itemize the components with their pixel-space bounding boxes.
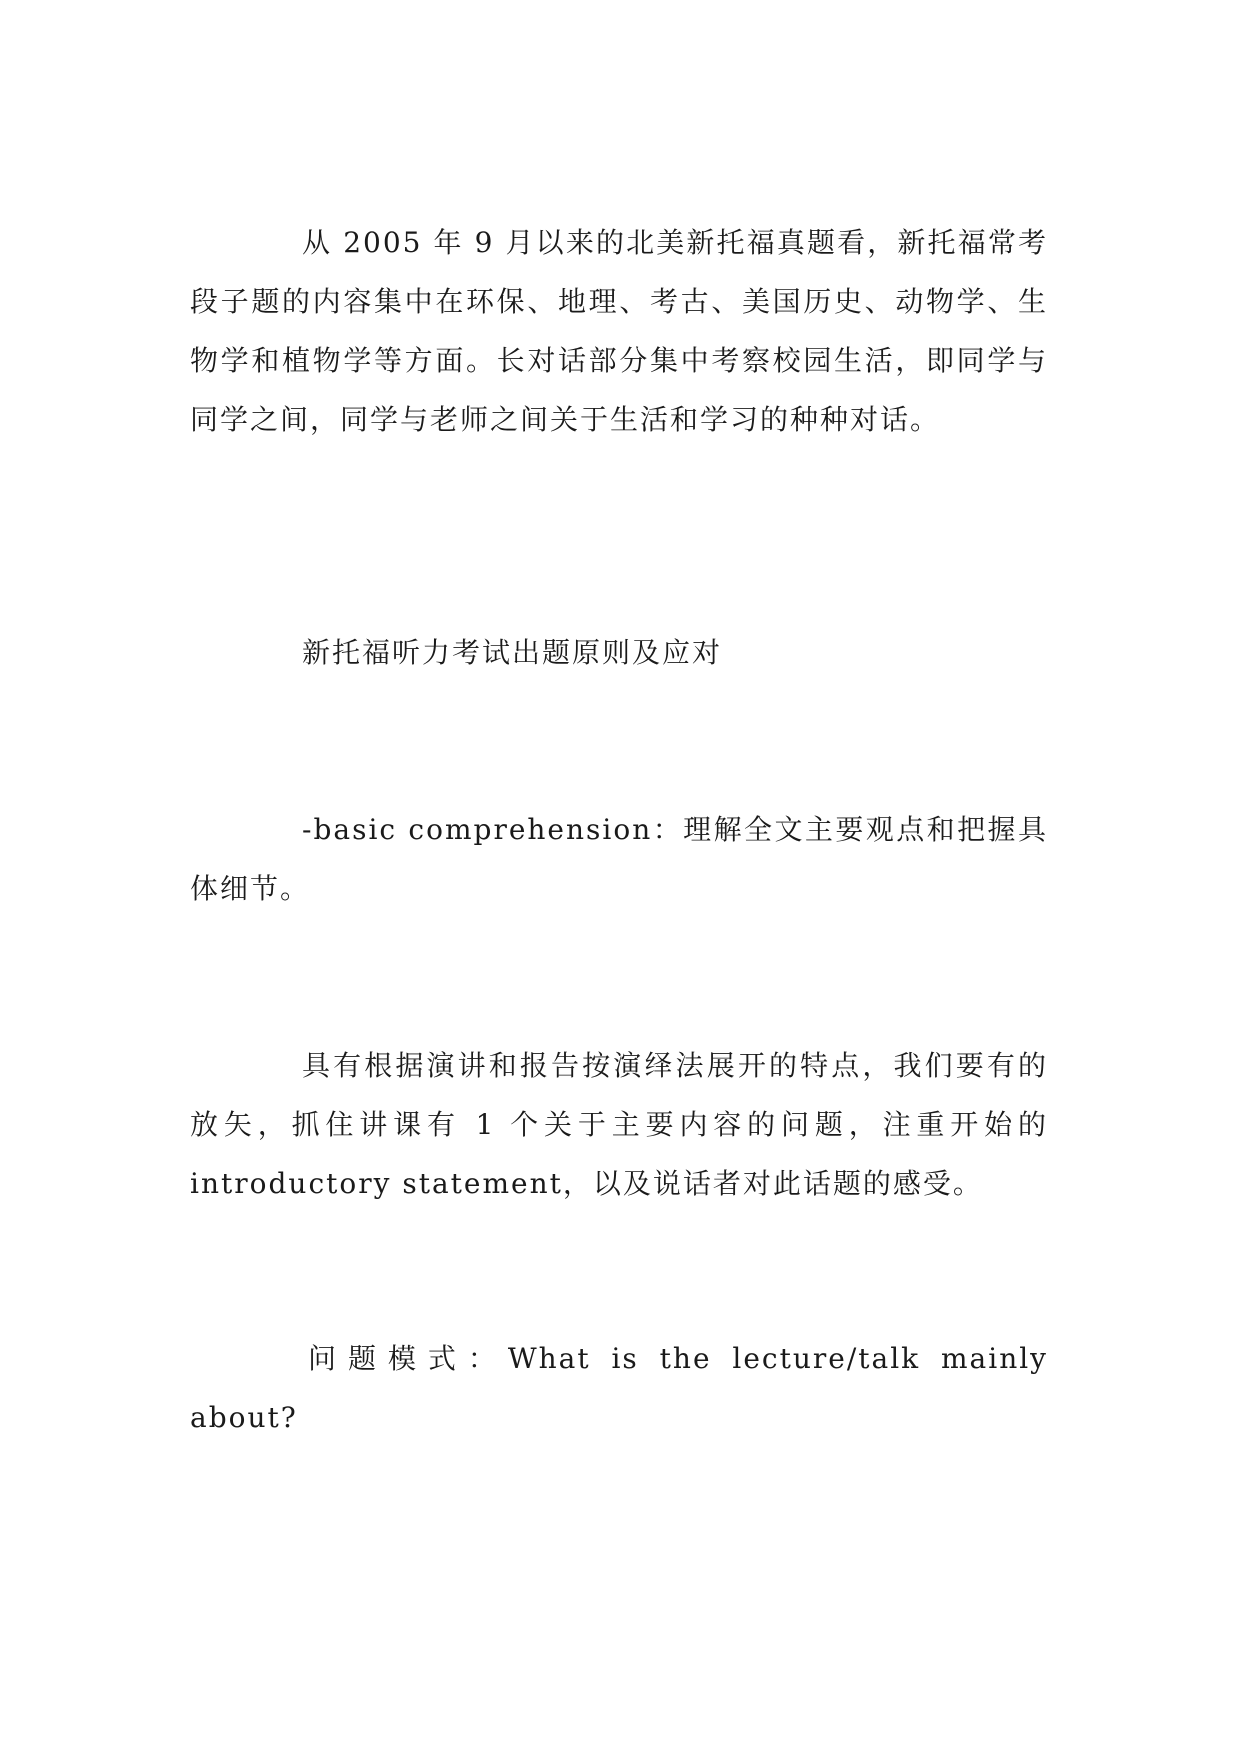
paragraph-question-pattern: 问题模式：What is the lecture/talk mainly about? [190,1342,1048,1434]
paragraph-basic-comprehension: -basic comprehension：理解全文主要观点和把握具体细节。 [190,813,1048,905]
paragraph-lecture-features: 具有根据演讲和报告按演绎法展开的特点，我们要有的放矢，抓住讲课有 1 个关于主要内容的问题，注重开始的 introductory statement，以及说话者对此话题的感受。 [190,1049,1048,1200]
section-heading-listening-principles: 新托福听力考试出题原则及应对 [302,636,723,669]
paragraph-toefl-topics: 从 2005 年 9 月以来的北美新托福真题看，新托福常考段子题的内容集中在环保、地理、考古、美国历史、动物学、生物学和植物学等方面。长对话部分集中考察校园生活，即同学与同学之间，同学与老师之间关于生活和学习的种种对话。 [190,226,1048,436]
